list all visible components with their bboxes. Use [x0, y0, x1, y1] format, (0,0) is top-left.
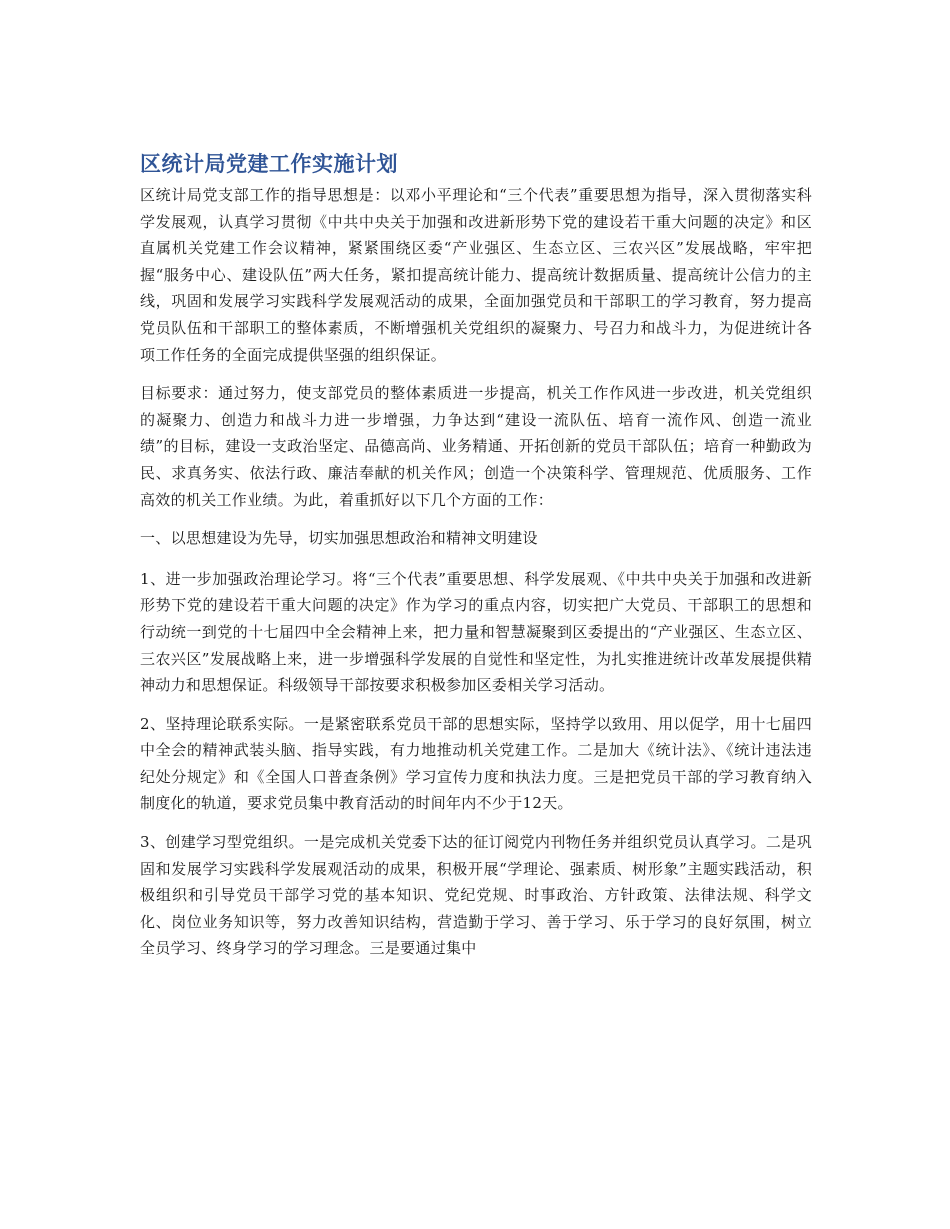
guiding-ideology-paragraph: 区统计局党支部工作的指导思想是：以邓小平理论和“三个代表”重要思想为指导，深入贯彻落实科学发展观，认真学习贯彻《中共中央关于加强和改进新形势下党的建设若干重大问题的决定》和区直属机关党建工作会议精神，紧紧围绕区委“产业强区、生态立区、三农兴区”发展战略，牢牢把握“服务中心、建设队伍”两大任务，紧扣提高统计能力、提高统计数据质量、提高统计公信力的主线，巩固和发展学习实践科学发展观活动的成果，全面加强党员和干部职工的学习教育，努力提高党员队伍和干部职工的整体素质，不断增强机关党组织的凝聚力、号召力和战斗力，为促进统计各项工作任务的全面完成提供坚强的组织保证。 [140, 186, 812, 364]
item-2-paragraph: 2、坚持理论联系实际。一是紧密联系党员干部的思想实际，坚持学以致用、用以促学，用十七届四中全会的精神武装头脑、指导实践，有力地推动机关党建工作。二是加大《统计法》、《统计违法违纪处分规定》和《全国人口普查条例》学习宣传力度和执法力度。三是把党员干部的学习教育纳入制度化的轨道，要求党员集中教育活动的时间年内不少于12天。 [140, 714, 812, 813]
document-page [140, 148, 812, 974]
item-3-paragraph: 3、创建学习型党组织。一是完成机关党委下达的征订阅党内刊物任务并组织党员认真学习。二是巩固和发展学习实践科学发展观活动的成果，积极开展“学理论、强素质、树形象”主题实践活动，积极组织和引导党员干部学习党的基本知识、党纪党规、时事政治、方针政策、法律法规、科学文化、岗位业务知识等，努力改善知识结构，营造勤于学习、善于学习、乐于学习的良好氛围，树立全员学习、终身学习的学习理念。三是要通过集中 [140, 833, 812, 958]
goals-paragraph: 目标要求：通过努力，使支部党员的整体素质进一步提高，机关工作作风进一步改进，机关党组织的凝聚力、创造力和战斗力进一步增强，力争达到“建设一流队伍、培育一流作风、创造一流业绩”的目标，建设一支政治坚定、品德高尚、业务精通、开拓创新的党员干部队伍；培育一种勤政为民、求真务实、依法行政、廉洁奉献的机关作风；创造一个决策科学、管理规范、优质服务、工作高效的机关工作业绩。为此，着重抓好以下几个方面的工作： [140, 384, 812, 509]
item-1-paragraph: 1、进一步加强政治理论学习。将“三个代表”重要思想、科学发展观、《中共中央关于加强和改进新形势下党的建设若干重大问题的决定》作为学习的重点内容，切实把广大党员、干部职工的思想和行动统一到党的十七届四中全会精神上来，把力量和智慧凝聚到区委提出的“产业强区、生态立区、三农兴区”发展战略上来，进一步增强科学发展的自觉性和坚定性，为扎实推进统计改革发展提供精神动力和思想保证。科级领导干部按要求积极参加区委相关学习活动。 [140, 569, 812, 695]
document-title: 区统计局党建工作实施计划 [140, 152, 398, 176]
section-heading-1: 一、以思想建设为先导，切实加强思想政治和精神文明建设 [140, 529, 538, 548]
